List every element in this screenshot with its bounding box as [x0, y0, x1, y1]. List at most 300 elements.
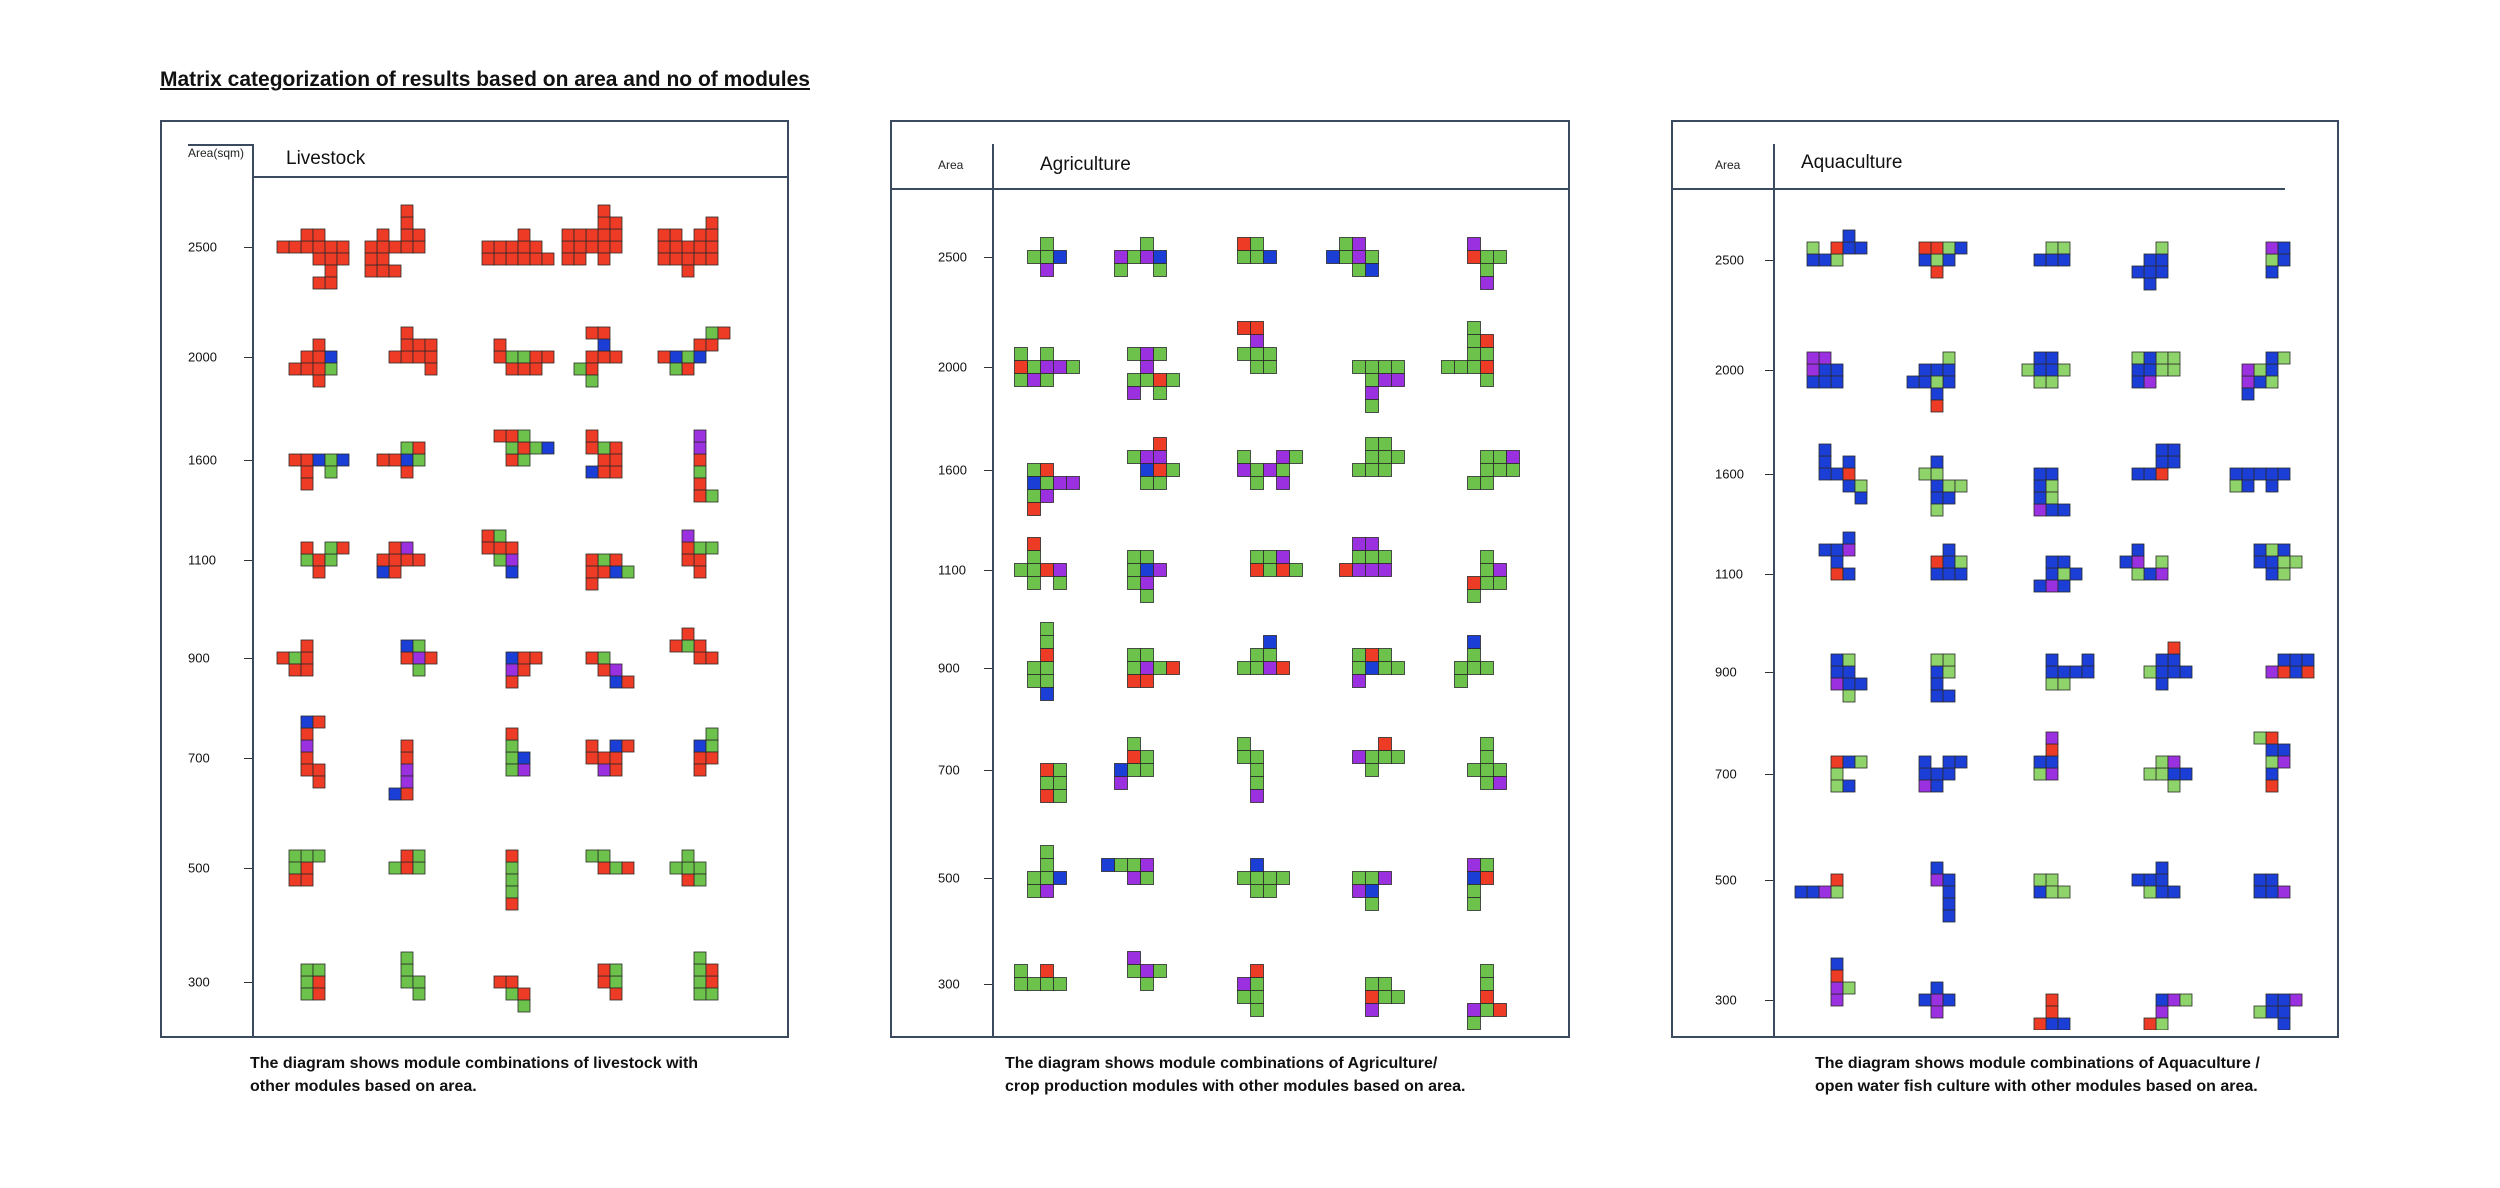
module-cell: [2034, 886, 2046, 898]
module-cluster: [1442, 322, 1494, 387]
module-cell: [682, 640, 694, 652]
module-cell: [1366, 662, 1379, 675]
module-cell: [494, 430, 506, 442]
module-cell: [1340, 238, 1353, 251]
module-cell: [1943, 654, 1955, 666]
module-cell: [1481, 551, 1494, 564]
module-cell: [301, 454, 313, 466]
module-cell: [518, 652, 530, 664]
module-cell: [2254, 1006, 2266, 1018]
module-cell: [1931, 666, 1943, 678]
module-cell: [706, 728, 718, 740]
module-cell: [518, 988, 530, 1000]
module-cell: [337, 241, 349, 253]
module-cell: [2058, 568, 2070, 580]
module-cell: [506, 850, 518, 862]
module-cell: [413, 640, 425, 652]
module-cell: [401, 850, 413, 862]
module-cell: [1327, 251, 1340, 264]
module-cell: [1931, 654, 1943, 666]
module-cell: [1455, 675, 1468, 688]
module-cluster: [1468, 738, 1507, 790]
module-cell: [1128, 751, 1141, 764]
module-cell: [1468, 1017, 1481, 1030]
module-cell: [1819, 544, 1831, 556]
module-cell: [1128, 662, 1141, 675]
module-cell: [1366, 564, 1379, 577]
module-cell: [506, 542, 518, 554]
module-cell: [1154, 564, 1167, 577]
module-cell: [2046, 504, 2058, 516]
module-cell: [1931, 994, 1943, 1006]
module-cell: [2046, 1018, 2058, 1030]
module-cell: [706, 964, 718, 976]
module-cell: [1943, 886, 1955, 898]
module-cell: [2254, 556, 2266, 568]
row-label-1600: 1600: [938, 462, 967, 478]
module-cell: [706, 217, 718, 229]
module-cell: [2046, 886, 2058, 898]
module-cell: [1366, 361, 1379, 374]
module-cell: [694, 253, 706, 265]
module-cell: [2278, 886, 2290, 898]
module-cell: [1238, 348, 1251, 361]
module-cell: [325, 241, 337, 253]
module-cell: [1251, 322, 1264, 335]
module-cell: [1843, 666, 1855, 678]
module-cell: [2254, 376, 2266, 388]
module-cell: [1819, 376, 1831, 388]
module-cell: [2132, 352, 2144, 364]
module-cell: [2242, 468, 2254, 480]
module-cell: [694, 351, 706, 363]
module-cell: [598, 554, 610, 566]
module-cluster: [2132, 444, 2180, 480]
module-cluster: [562, 205, 622, 265]
module-cell: [518, 442, 530, 454]
module-cell: [2266, 780, 2278, 792]
row-label-700: 700: [938, 762, 960, 778]
row-label-300: 300: [938, 976, 960, 992]
module-cell: [1251, 1004, 1264, 1017]
module-cell: [1251, 859, 1264, 872]
module-cell: [1943, 556, 1955, 568]
row-label-300: 300: [188, 974, 210, 990]
module-cluster: [2120, 544, 2168, 580]
module-cell: [1115, 859, 1128, 872]
module-cell: [301, 850, 313, 862]
area-axis-header: Area(sqm): [188, 146, 245, 160]
module-cell: [401, 442, 413, 454]
module-cell: [2132, 266, 2144, 278]
module-cell: [2156, 266, 2168, 278]
module-cell: [301, 542, 313, 554]
module-cell: [1290, 564, 1303, 577]
module-cell: [2278, 994, 2290, 1006]
module-cell: [1054, 872, 1067, 885]
module-cluster: [1831, 958, 1855, 1006]
module-cell: [2278, 242, 2290, 254]
module-cell: [1481, 777, 1494, 790]
module-cell: [1028, 662, 1041, 675]
module-cell: [658, 229, 670, 241]
module-cell: [389, 351, 401, 363]
module-cell: [1931, 364, 1943, 376]
module-cluster: [1238, 636, 1290, 675]
module-cell: [598, 976, 610, 988]
module-cell: [2266, 364, 2278, 376]
module-cluster: [494, 976, 530, 1012]
module-cell: [2022, 364, 2034, 376]
module-cell: [1943, 768, 1955, 780]
module-cell: [1067, 361, 1080, 374]
module-cell: [1054, 777, 1067, 790]
module-cell: [598, 752, 610, 764]
module-cell: [506, 241, 518, 253]
module-cell: [586, 740, 598, 752]
module-cell: [518, 363, 530, 375]
module-cluster: [2254, 544, 2302, 580]
module-cell: [1366, 264, 1379, 277]
module-cell: [1028, 490, 1041, 503]
module-cell: [610, 862, 622, 874]
module-cell: [425, 339, 437, 351]
module-cell: [1507, 451, 1520, 464]
module-cluster: [658, 217, 718, 277]
module-cell: [2168, 352, 2180, 364]
module-cell: [1931, 242, 1943, 254]
module-cell: [1468, 238, 1481, 251]
module-cell: [401, 976, 413, 988]
module-cell: [562, 241, 574, 253]
module-cell: [1251, 872, 1264, 885]
module-cell: [494, 554, 506, 566]
module-cell: [1141, 564, 1154, 577]
module-cluster: [2034, 874, 2070, 898]
row-tick: [1765, 260, 1773, 261]
module-cluster: [1015, 538, 1067, 590]
module-cell: [682, 530, 694, 542]
module-cell: [706, 752, 718, 764]
module-cell: [694, 874, 706, 886]
module-cell: [1028, 577, 1041, 590]
module-cell: [598, 253, 610, 265]
module-cell: [1943, 364, 1955, 376]
module-cell: [2168, 768, 2180, 780]
module-cell: [389, 566, 401, 578]
module-cell: [1238, 322, 1251, 335]
module-cell: [2254, 364, 2266, 376]
module-cell: [2168, 666, 2180, 678]
module-cell: [1494, 777, 1507, 790]
row-label-300: 300: [1715, 992, 1737, 1008]
module-cluster: [1238, 965, 1264, 1017]
module-cell: [2046, 666, 2058, 678]
module-cluster: [506, 728, 530, 776]
module-cell: [1028, 251, 1041, 264]
module-cell: [1919, 994, 1931, 1006]
module-cell: [706, 542, 718, 554]
module-cell: [1115, 251, 1128, 264]
module-cell: [2034, 1018, 2046, 1030]
module-cell: [1141, 238, 1154, 251]
module-cluster: [2022, 352, 2070, 388]
module-cell: [2046, 376, 2058, 388]
row-label-1600: 1600: [188, 452, 217, 468]
module-cell: [574, 363, 586, 375]
module-cell: [1481, 264, 1494, 277]
module-cell: [2046, 364, 2058, 376]
module-cell: [2156, 756, 2168, 768]
module-cell: [401, 217, 413, 229]
module-cell: [389, 241, 401, 253]
row-label-500: 500: [188, 860, 210, 876]
module-cell: [1819, 352, 1831, 364]
module-cell: [694, 652, 706, 664]
module-cell: [1102, 859, 1115, 872]
module-cluster: [1366, 978, 1405, 1017]
module-cell: [301, 229, 313, 241]
module-cluster: [1919, 756, 1967, 792]
module-cell: [2156, 1006, 2168, 1018]
module-cell: [518, 752, 530, 764]
module-cell: [1251, 662, 1264, 675]
module-cell: [1931, 862, 1943, 874]
module-cell: [1353, 264, 1366, 277]
module-cell: [1054, 764, 1067, 777]
module-cell: [377, 554, 389, 566]
module-cluster: [2132, 242, 2168, 290]
module-cell: [694, 442, 706, 454]
module-cell: [2046, 254, 2058, 266]
module-cluster: [2254, 874, 2290, 898]
module-cell: [2058, 242, 2070, 254]
module-cell: [1366, 898, 1379, 911]
module-cluster: [1931, 862, 1955, 922]
module-cell: [1943, 480, 1955, 492]
module-cluster: [301, 964, 325, 1000]
module-cluster: [574, 327, 622, 387]
module-cell: [1353, 662, 1366, 675]
module-cell: [494, 542, 506, 554]
module-grid-aquaculture: [1783, 190, 2333, 1030]
module-cell: [1819, 254, 1831, 266]
module-cell: [1931, 678, 1943, 690]
module-cell: [1943, 756, 1955, 768]
module-cell: [1468, 649, 1481, 662]
module-cell: [1028, 361, 1041, 374]
module-cell: [413, 976, 425, 988]
module-cell: [1141, 464, 1154, 477]
module-cell: [1831, 982, 1843, 994]
module-cell: [413, 652, 425, 664]
module-cell: [518, 664, 530, 676]
module-cell: [2156, 874, 2168, 886]
module-cell: [2266, 874, 2278, 886]
panel-title-livestock: Livestock: [286, 148, 366, 169]
module-cluster: [1807, 230, 1867, 266]
module-cell: [530, 351, 542, 363]
module-cluster: [670, 628, 718, 664]
row-label-500: 500: [938, 870, 960, 886]
module-cell: [506, 664, 518, 676]
module-cell: [706, 652, 718, 664]
row-label-2000: 2000: [1715, 362, 1744, 378]
module-cluster: [1028, 464, 1080, 516]
module-cell: [2144, 1018, 2156, 1030]
module-cluster: [2132, 862, 2180, 898]
module-cell: [586, 850, 598, 862]
module-cell: [1128, 738, 1141, 751]
module-cell: [1041, 649, 1054, 662]
module-cell: [277, 652, 289, 664]
module-cell: [598, 862, 610, 874]
module-cell: [1141, 374, 1154, 387]
module-cell: [1015, 965, 1028, 978]
module-cell: [2266, 544, 2278, 556]
module-cell: [682, 241, 694, 253]
panel-title-agriculture: Agriculture: [1040, 154, 1131, 175]
module-cluster: [586, 652, 634, 688]
module-cell: [482, 530, 494, 542]
module-cell: [1379, 738, 1392, 751]
module-cell: [325, 542, 337, 554]
module-cell: [1943, 666, 1955, 678]
module-cell: [506, 862, 518, 874]
module-cell: [1141, 551, 1154, 564]
module-cluster: [694, 430, 718, 502]
module-cluster: [494, 430, 554, 466]
module-cell: [1481, 477, 1494, 490]
module-cell: [1843, 456, 1855, 468]
module-cell: [413, 339, 425, 351]
module-cell: [413, 988, 425, 1000]
module-cell: [694, 542, 706, 554]
module-cell: [1154, 348, 1167, 361]
module-cluster: [1128, 551, 1167, 603]
module-grid-livestock: [262, 182, 782, 1032]
module-cell: [586, 241, 598, 253]
module-cell: [1807, 254, 1819, 266]
module-cell: [494, 339, 506, 351]
module-cell: [2156, 468, 2168, 480]
module-cell: [1277, 564, 1290, 577]
module-cell: [598, 229, 610, 241]
module-cell: [574, 241, 586, 253]
module-cell: [1855, 480, 1867, 492]
module-cell: [289, 850, 301, 862]
module-cell: [325, 351, 337, 363]
module-cell: [610, 229, 622, 241]
module-cell: [610, 676, 622, 688]
module-cell: [610, 664, 622, 676]
module-cell: [1931, 1006, 1943, 1018]
module-cluster: [2132, 352, 2180, 388]
module-cell: [313, 339, 325, 351]
module-cell: [506, 764, 518, 776]
module-cell: [1442, 361, 1455, 374]
module-cell: [1041, 846, 1054, 859]
module-cell: [1015, 348, 1028, 361]
module-cell: [518, 764, 530, 776]
module-cell: [1468, 764, 1481, 777]
module-cluster: [2034, 556, 2082, 592]
module-cell: [1141, 751, 1154, 764]
module-cell: [301, 976, 313, 988]
module-cell: [401, 351, 413, 363]
module-cell: [389, 862, 401, 874]
module-cell: [670, 862, 682, 874]
module-cell: [1041, 361, 1054, 374]
module-cell: [1831, 654, 1843, 666]
module-cell: [2156, 444, 2168, 456]
module-cell: [2266, 468, 2278, 480]
module-cell: [598, 764, 610, 776]
module-cell: [506, 430, 518, 442]
module-cell: [2046, 492, 2058, 504]
module-cell: [1154, 464, 1167, 477]
module-cell: [1931, 376, 1943, 388]
row-tick: [984, 770, 992, 771]
module-cell: [1943, 910, 1955, 922]
module-cell: [1277, 477, 1290, 490]
module-cell: [1931, 690, 1943, 702]
module-cell: [1154, 477, 1167, 490]
module-cluster: [1831, 654, 1867, 702]
module-cell: [1819, 468, 1831, 480]
module-cell: [1154, 264, 1167, 277]
module-cell: [2168, 780, 2180, 792]
module-cluster: [1128, 438, 1180, 490]
module-cell: [2144, 666, 2156, 678]
module-cell: [694, 466, 706, 478]
module-cell: [1154, 374, 1167, 387]
module-cell: [1468, 577, 1481, 590]
module-cell: [1128, 649, 1141, 662]
module-cell: [682, 253, 694, 265]
module-cell: [586, 229, 598, 241]
module-cell: [622, 566, 634, 578]
module-cell: [694, 764, 706, 776]
module-cluster: [1128, 649, 1180, 688]
module-cell: [2266, 480, 2278, 492]
module-cluster: [1353, 649, 1405, 688]
module-cell: [401, 952, 413, 964]
module-cell: [2254, 544, 2266, 556]
module-cell: [1494, 577, 1507, 590]
module-cell: [1481, 965, 1494, 978]
module-cell: [506, 454, 518, 466]
row-tick: [984, 668, 992, 669]
module-cell: [1943, 690, 1955, 702]
module-cell: [610, 217, 622, 229]
module-cell: [506, 988, 518, 1000]
module-cluster: [1238, 238, 1277, 264]
module-cell: [1251, 764, 1264, 777]
module-cell: [1115, 264, 1128, 277]
module-cell: [622, 740, 634, 752]
module-cell: [1831, 254, 1843, 266]
module-cluster: [389, 850, 425, 874]
module-cell: [1041, 688, 1054, 701]
module-cell: [506, 253, 518, 265]
module-cell: [2266, 744, 2278, 756]
module-cell: [2144, 364, 2156, 376]
module-cell: [301, 740, 313, 752]
module-cluster: [1931, 544, 1967, 580]
module-cluster: [482, 229, 554, 265]
module-cell: [2180, 994, 2192, 1006]
